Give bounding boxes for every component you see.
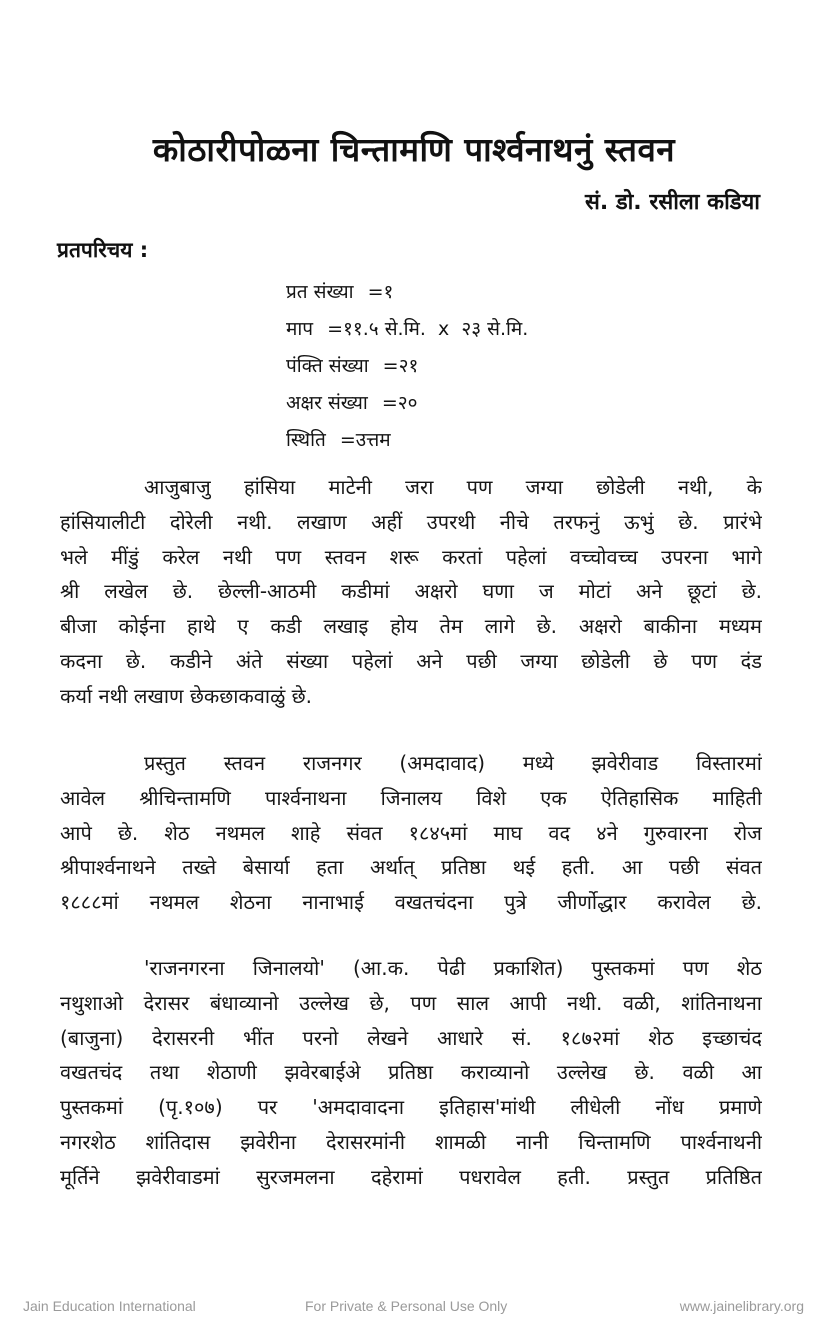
- meta-value: =१: [367, 281, 394, 303]
- paragraph-3: [60, 951, 762, 1195]
- page-footer: [0, 1298, 828, 1318]
- footer-usage-notice: For Private & Personal Use Only: [305, 1298, 508, 1314]
- meta-value: =उत्तम: [339, 429, 391, 451]
- text-line: बीजा कोईना हाथे ए कडी लखाइ होय तेम लागे छे. अक्षरो बाकीना मध्यम: [60, 614, 762, 639]
- text-line: नगरशेठ शांतिदास झवेरीना देरासरमांनी शामळी नानी चिन्तामणि पार्श्वनाथनी: [60, 1129, 762, 1154]
- text-line: भले मींडुं करेल नथी पण स्तवन शरू करतां पहेलां वच्चोवच्च उपरना भागे: [60, 544, 762, 569]
- meta-value: =११.५ से.मि. x २३ से.मि.: [327, 318, 529, 340]
- text-line: आजुबाजु हांसिया माटेनी जरा पण जग्या छोडेली नथी, के: [144, 475, 762, 499]
- footer-website: www.jainelibrary.org: [679, 1298, 804, 1314]
- text-line: श्री लखेल छे. छेल्ली-आठमी कडीमां अक्षरो घणा ज मोटां अने छूटां छे.: [60, 579, 762, 604]
- text-line: (बाजुना) देरासरनी भींत परनो लेखने आधारे सं. १८७२मां शेठ इच्छाचंद: [60, 1025, 762, 1050]
- document-author: सं. डो. रसीला कडिया: [584, 190, 760, 215]
- meta-item-copies: [286, 274, 532, 311]
- meta-label: माप: [286, 318, 314, 340]
- text-line: कदना छे. कडीने अंते संख्या पहेलां अने पछी जग्या छोडेली छे पण दंड: [60, 648, 762, 673]
- text-line: १८८८मां नथमल शेठना नानाभाई वखतचंदना पुत्रे जीर्णोद्धार करावेल छे.: [60, 890, 762, 915]
- text-line: 'राजनगरना जिनालयो' (आ.क. पेढी प्रकाशित) पुस्तकमां पण शेठ: [144, 956, 762, 980]
- meta-value: =२१: [382, 355, 419, 377]
- meta-label: अक्षर संख्या: [286, 392, 368, 414]
- meta-item-lines: [286, 348, 532, 385]
- text-line: पुस्तकमां (पृ.१०७) पर 'अमदावादना इतिहास'मांथी लीधेली नोंध प्रमाणे: [60, 1095, 762, 1120]
- text-line: हांसियालीटी दोरेली नथी. लखाण अहीं उपरथी नीचे तरफनुं ऊभुं छे. प्रारंभे: [60, 509, 762, 534]
- text-line: आवेल श्रीचिन्तामणि पार्श्वनाथना जिनालय विशे एक ऐतिहासिक माहिती: [60, 785, 762, 810]
- meta-item-letters: [286, 385, 532, 422]
- meta-label: स्थिति: [286, 429, 326, 451]
- meta-item-size: [286, 311, 532, 348]
- footer-publisher: Jain Education International: [23, 1298, 196, 1314]
- document-title: कोठारीपोळना चिन्तामणि पार्श्वनाथनुं स्तवन: [152, 130, 676, 169]
- manuscript-metadata-list: [286, 274, 532, 459]
- text-line: मूर्तिने झवेरीवाडमां सुरजमलना दहेरामां पधरावेल हती. प्रस्तुत प्रतिष्ठित: [60, 1164, 762, 1189]
- text-line: श्रीपार्श्वनाथने तख्ते बेसार्या हता अर्थात् प्रतिष्ठा थई हती. आ पछी संवत: [60, 855, 762, 880]
- meta-value: =२०: [381, 392, 418, 414]
- text-line: नथुशाओ देरासर बंधाव्यानो उल्लेख छे, पण साल आपी नथी. वळी, शांतिनाथना: [60, 990, 762, 1015]
- text-line: कर्या नथी लखाण छेकछाकवाळुं छे.: [60, 683, 313, 708]
- meta-item-condition: [286, 422, 532, 459]
- meta-label: प्रत संख्या: [286, 281, 354, 303]
- text-line: वखतचंद तथा शेठाणी झवेरबाईअे प्रतिष्ठा कराव्यानो उल्लेख छे. वळी आ: [60, 1060, 762, 1085]
- section-heading-prat-parichay: प्रतपरिचय :: [57, 238, 149, 262]
- paragraph-1: [60, 470, 762, 714]
- paragraph-2: [60, 746, 762, 920]
- meta-label: पंक्ति संख्या: [286, 355, 369, 377]
- text-line: आपे छे. शेठ नथमल शाहे संवत १८४५मां माघ वद ४ने गुरुवारना रोज: [60, 820, 762, 845]
- text-line: प्रस्तुत स्तवन राजनगर (अमदावाद) मध्ये झवेरीवाड विस्तारमां: [144, 751, 762, 775]
